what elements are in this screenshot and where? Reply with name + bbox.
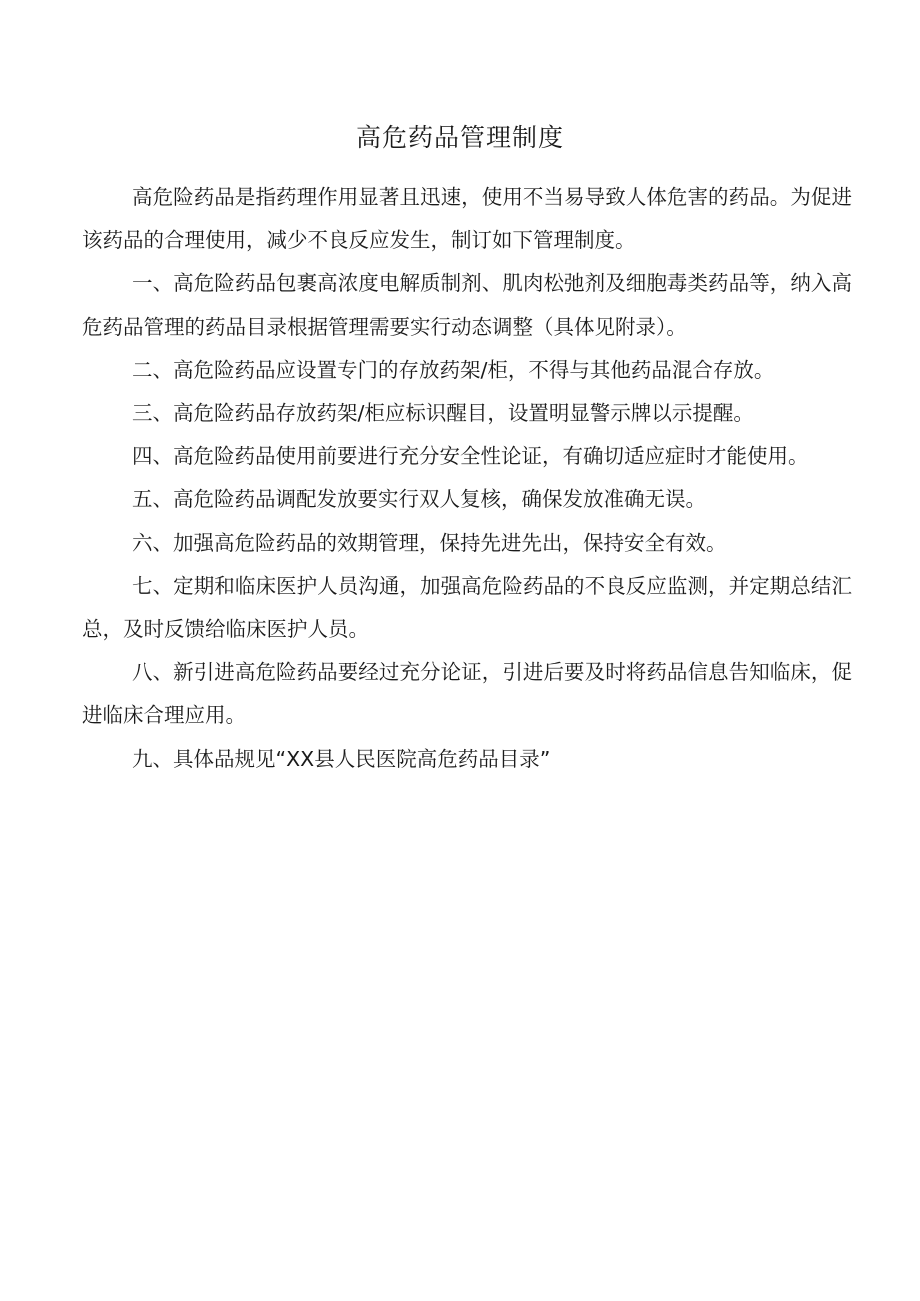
document-body	[82, 176, 852, 781]
paragraph-rule-6: 六、加强高危险药品的效期管理，保持先进先出，保持安全有效。	[132, 530, 727, 555]
paragraph-intro: 高危险药品是指药理作用显著且迅速，使用不当易导致人体危害的药品。为促进该药品的合理使用，减少不良反应发生，制订如下管理制度。	[82, 185, 852, 253]
paragraph-rule-4: 四、高危险药品使用前要进行充分安全性论证，有确切适应症时才能使用。	[132, 444, 809, 469]
paragraph-rule-3: 三、高危险药品存放药架/柜应标识醒目，设置明显警示牌以示提醒。	[132, 401, 754, 426]
paragraph-rule-7: 七、定期和临床医护人员沟通，加强高危险药品的不良反应监测，并定期总结汇总，及时反馈给临床医护人员。	[82, 573, 852, 642]
document-title: 高危药品管理制度	[355, 123, 564, 152]
paragraph-rule-9: 九、具体品规见“XX县人民医院高危药品目录”	[132, 746, 551, 771]
paragraph-rule-2: 二、高危险药品应设置专门的存放药架/柜，不得与其他药品混合存放。	[132, 357, 775, 382]
paragraph-rule-5: 五、高危险药品调配发放要实行双人复核，确保发放准确无误。	[132, 487, 706, 512]
paragraph-rule-1: 一、高危险药品包裹高浓度电解质制剂、肌肉松弛剂及细胞毒类药品等，纳入高危药品管理的药品目录根据管理需要实行动态调整（具体见附录）。	[82, 271, 852, 339]
paragraph-rule-8: 八、新引进高危险药品要经过充分论证，引进后要及时将药品信息告知临床，促进临床合理应用。	[82, 660, 852, 728]
